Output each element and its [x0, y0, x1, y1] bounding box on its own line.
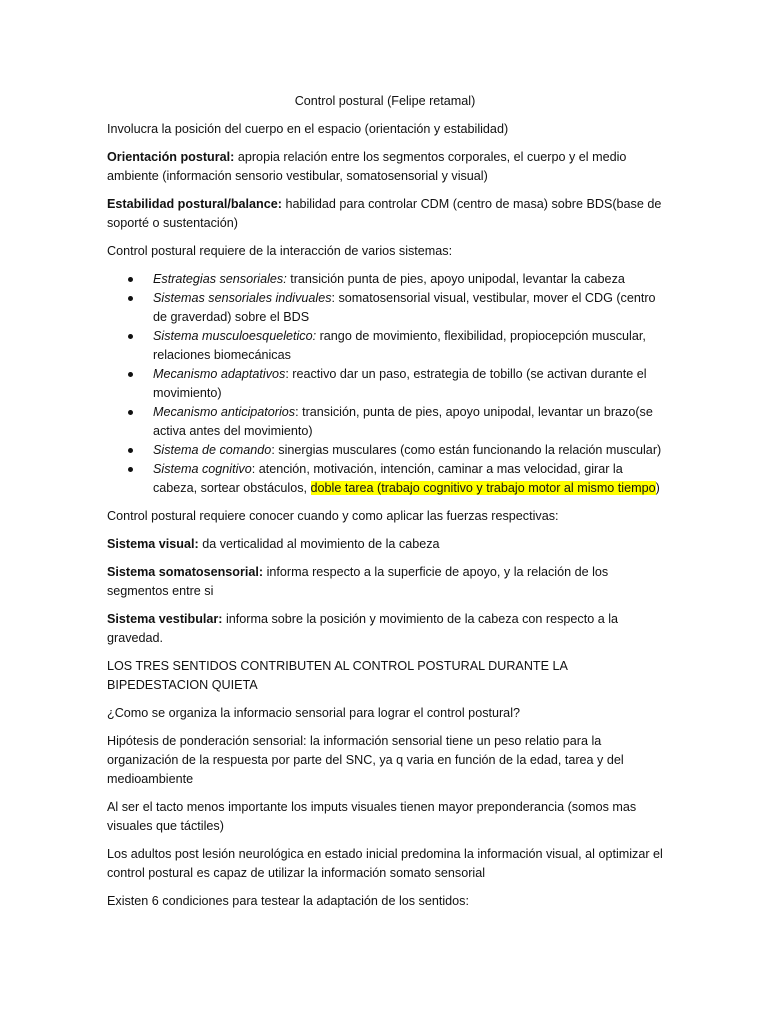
list-item-text: : atención, motivación, intención, caminar a mas velocidad, girar la cabeza, sortear obstáculos, — [153, 462, 623, 495]
bullet-icon — [128, 372, 133, 377]
caps-statement: LOS TRES SENTIDOS CONTRIBUTEN AL CONTROL POSTURAL DURANTE LA BIPEDESTACION QUIETA — [107, 659, 568, 692]
list-item-text: : somatosensorial visual, vestibular, mover el CDG (centro de graverdad) sobre el BDS — [153, 291, 656, 324]
list-item-tail: ) — [655, 481, 660, 495]
document-body — [107, 92, 663, 920]
bullet-icon — [128, 448, 133, 453]
list-item-term: Sistemas sensoriales indivuales — [153, 291, 332, 305]
list-item — [107, 327, 663, 365]
list-item-text: : reactivo dar un paso, estrategia de tobillo (se activan durante el movimiento) — [153, 367, 647, 400]
visual-system-text: da verticalidad al movimiento de la cabeza — [198, 537, 440, 551]
list-item-term: Sistema musculoesqueletico: — [153, 329, 317, 343]
somatosensory-paragraph — [107, 563, 663, 601]
list-item-term: Mecanismo adaptativos — [153, 367, 286, 381]
orientation-label: Orientación postural: — [107, 150, 235, 164]
orientation-text: apropia relación entre los segmentos corporales, el cuerpo y el medio ambiente (información sensorio vestibular, somatosensorial y visual) — [107, 150, 627, 183]
bullet-icon — [128, 467, 133, 472]
somatosensory-text: informa respecto a la superficie de apoyo, y la relación de los segmentos entre si — [107, 565, 609, 598]
visual-system-label: Sistema visual: — [107, 537, 199, 551]
page-title: Control postural (Felipe retamal) — [294, 94, 476, 108]
adults-paragraph: Los adultos post lesión neurológica en estado inicial predomina la información visual, al optimizar el control postural es capaz de utilizar la información somato sensorial — [107, 847, 663, 880]
conditions-paragraph: Existen 6 condiciones para testear la adaptación de los sentidos: — [107, 894, 469, 908]
systems-list — [107, 270, 663, 498]
list-item-term: Estrategias sensoriales: — [153, 272, 287, 286]
list-item — [107, 403, 663, 441]
list-item-cognitive — [107, 460, 663, 498]
list-item — [107, 289, 663, 327]
list-item-text: : transición, punta de pies, apoyo unipodal, levantar un brazo(se activa antes del movimiento) — [153, 405, 653, 438]
systems-intro: Control postural requiere de la interacción de varios sistemas: — [107, 244, 453, 258]
highlighted-text: doble tarea (trabajo cognitivo y trabajo motor al mismo tiempo — [310, 481, 656, 495]
bullet-icon — [128, 296, 133, 301]
hypothesis-paragraph: Hipótesis de ponderación sensorial: la información sensorial tiene un peso relatio para la organización de la respuesta por parte del SNC, ya q varia en función de la edad, tarea y del medioambiente — [107, 734, 624, 786]
list-item — [107, 270, 663, 289]
list-item-term: Mecanismo anticipatorios — [153, 405, 296, 419]
vestibular-text: informa sobre la posición y movimiento de la cabeza con respecto a la gravedad. — [107, 612, 619, 645]
list-item-term: Sistema de comando — [153, 443, 272, 457]
list-item-text: : sinergias musculares (como están funcionando la relación muscular) — [271, 443, 662, 457]
list-item-term: Sistema cognitivo — [153, 462, 252, 476]
list-item — [107, 441, 663, 460]
vestibular-label: Sistema vestibular: — [107, 612, 223, 626]
forces-paragraph: Control postural requiere conocer cuando y como aplicar las fuerzas respectivas: — [107, 509, 559, 523]
list-item-text: rango de movimiento, flexibilidad, propiocepción muscular, relaciones biomecánicas — [153, 329, 646, 362]
intro-paragraph: Involucra la posición del cuerpo en el espacio (orientación y estabilidad) — [107, 122, 509, 136]
bullet-icon — [128, 334, 133, 339]
orientation-paragraph — [107, 148, 663, 186]
touch-paragraph: Al ser el tacto menos importante los imputs visuales tienen mayor preponderancia (somos mas visuales que táctiles) — [107, 800, 637, 833]
stability-paragraph — [107, 195, 663, 233]
question-paragraph: ¿Como se organiza la informacio sensorial para lograr el control postural? — [107, 706, 520, 720]
list-item — [107, 365, 663, 403]
stability-label: Estabilidad postural/balance: — [107, 197, 282, 211]
stability-text: habilidad para controlar CDM (centro de masa) sobre BDS(base de soporté o sustentación) — [107, 197, 662, 230]
visual-system-paragraph — [107, 535, 663, 554]
list-item-text: transición punta de pies, apoyo unipodal, levantar la cabeza — [286, 272, 625, 286]
bullet-icon — [128, 410, 133, 415]
somatosensory-label: Sistema somatosensorial: — [107, 565, 264, 579]
vestibular-paragraph — [107, 610, 663, 648]
bullet-icon — [128, 277, 133, 282]
